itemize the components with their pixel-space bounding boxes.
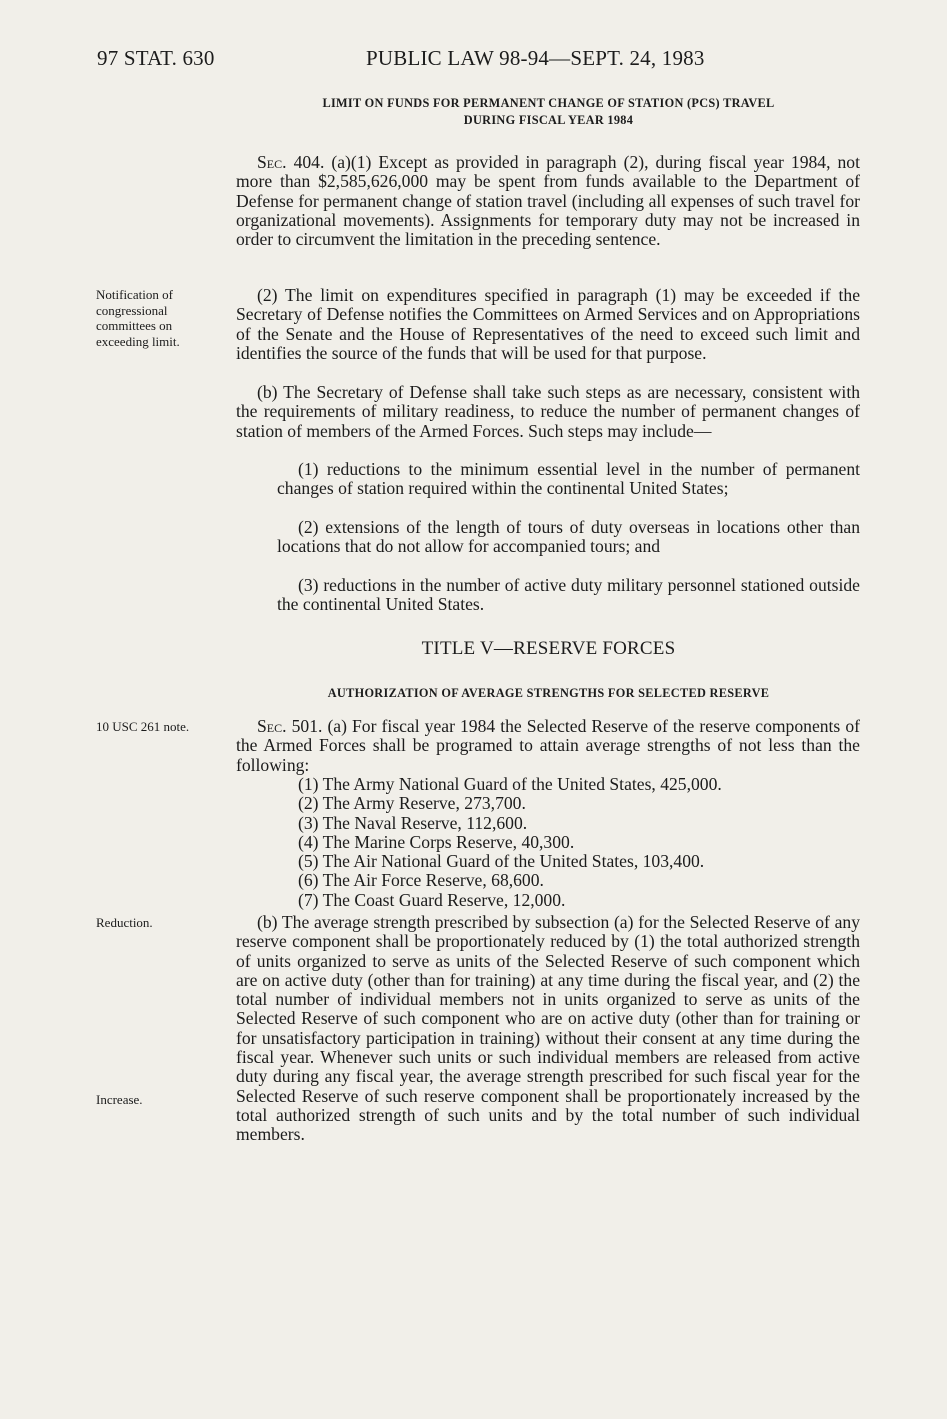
section-404-heading-line2: DURING FISCAL YEAR 1984 [463, 113, 634, 127]
list-item: (1) The Army National Guard of the United States, 425,000. [298, 774, 722, 794]
section-404-a1-text: 404. (a)(1) Except as provided in paragraph (2), during fiscal year 1984, not more than $2,585,626,000 may be spent from funds available to the Department of Defense for permanent change of station travel (including all expenses of such travel for organizational movements). Assignments for temporary duty may not be increased in order to circumvent the limitation in the preceding sentence. [236, 152, 860, 250]
sec-label: Sec. [257, 152, 287, 172]
section-501-a-text: 501. (a) For fiscal year 1984 the Selected Reserve of the reserve components of the Armed Forces shall be programed to attain average strengths of not less than the following: [236, 716, 860, 775]
section-404-paragraph-b: (b) The Secretary of Defense shall take such steps as are necessary, consistent with the requirements of military readiness, to reduce the number of permanent changes of station of members of the Armed Forces. Such steps may include— [236, 382, 860, 441]
margin-note-line: Notification of [96, 287, 173, 302]
list-item: (4) The Marine Corps Reserve, 40,300. [298, 831, 575, 852]
section-404-paragraph-a1 [236, 153, 860, 249]
list-item: (3) The Naval Reserve, 112,600. [298, 812, 528, 833]
margin-note-usc: 10 USC 261 note. [96, 719, 190, 734]
list-item: (5) The Air National Guard of the United States, 103,400. [298, 851, 705, 872]
section-501-paragraph-b: (b) The average strength prescribed by subsection (a) for the Selected Reserve of any reserve component shall be proportionately reduced by (1) the total authorized strength of units organized to serve as units of the Selected Reserve of such component which are on active duty (other than for training) at any time during the fiscal year, and (2) the total number of individual members not in units organized to serve as units of the Selected Reserve of such component who are on active duty (other than for training or for unsatisfactory participation in training) without their consent at any time during the fiscal year. Whenever such units or such individual members are released from active duty during any fiscal year, the average strength prescribed for such fiscal year for the Selected Reserve of such reserve component shall be proportionately increased by the total authorized strength of such units and by the total number of such individual members. [236, 912, 860, 1145]
section-404-heading-line1: LIMIT ON FUNDS FOR PERMANENT CHANGE OF STATION (PCS) TRAVEL [322, 96, 775, 110]
page-number-header: 97 STAT. 630 [97, 46, 215, 70]
section-404-b2: (2) extensions of the length of tours of duty overseas in locations other than locations that do not allow for accompanied tours; and [277, 517, 860, 557]
section-501-heading: AUTHORIZATION OF AVERAGE STRENGTHS FOR SELECTED RESERVE [327, 686, 770, 700]
list-item: (7) The Coast Guard Reserve, 12,000. [298, 889, 566, 910]
public-law-header: PUBLIC LAW 98-94—SEPT. 24, 1983 [366, 46, 705, 70]
reserve-strength-list [298, 775, 860, 910]
section-404-b3: (3) reductions in the number of active duty military personnel stationed outside the continental United States. [277, 575, 860, 615]
title-v-heading: TITLE V—RESERVE FORCES [421, 638, 676, 659]
section-404-b1: (1) reductions to the minimum essential level in the number of permanent changes of station required within the continental United States; [277, 459, 860, 499]
section-404-paragraph-a2: (2) The limit on expenditures specified in paragraph (1) may be exceeded if the Secretary of Defense notifies the Committees on Armed Services and on Appropriations of the Senate and the House of Representatives of the need to exceed such limit and identifies the source of the funds that will be used for that purpose. [236, 285, 860, 363]
margin-note-line: congressional [96, 302, 168, 318]
list-item: (2) The Army Reserve, 273,700. [298, 793, 526, 814]
margin-note-line: exceeding limit. [96, 333, 180, 349]
margin-note-reduction: Reduction. [96, 915, 153, 930]
margin-note-notification [96, 287, 228, 349]
section-404-heading [237, 95, 860, 129]
sec-label: Sec. [257, 716, 287, 736]
section-501-paragraph-a [236, 717, 860, 775]
margin-note-increase: Increase. [96, 1092, 143, 1107]
list-item: (6) The Air Force Reserve, 68,600. [298, 870, 544, 891]
margin-note-line: committees on [96, 318, 173, 333]
